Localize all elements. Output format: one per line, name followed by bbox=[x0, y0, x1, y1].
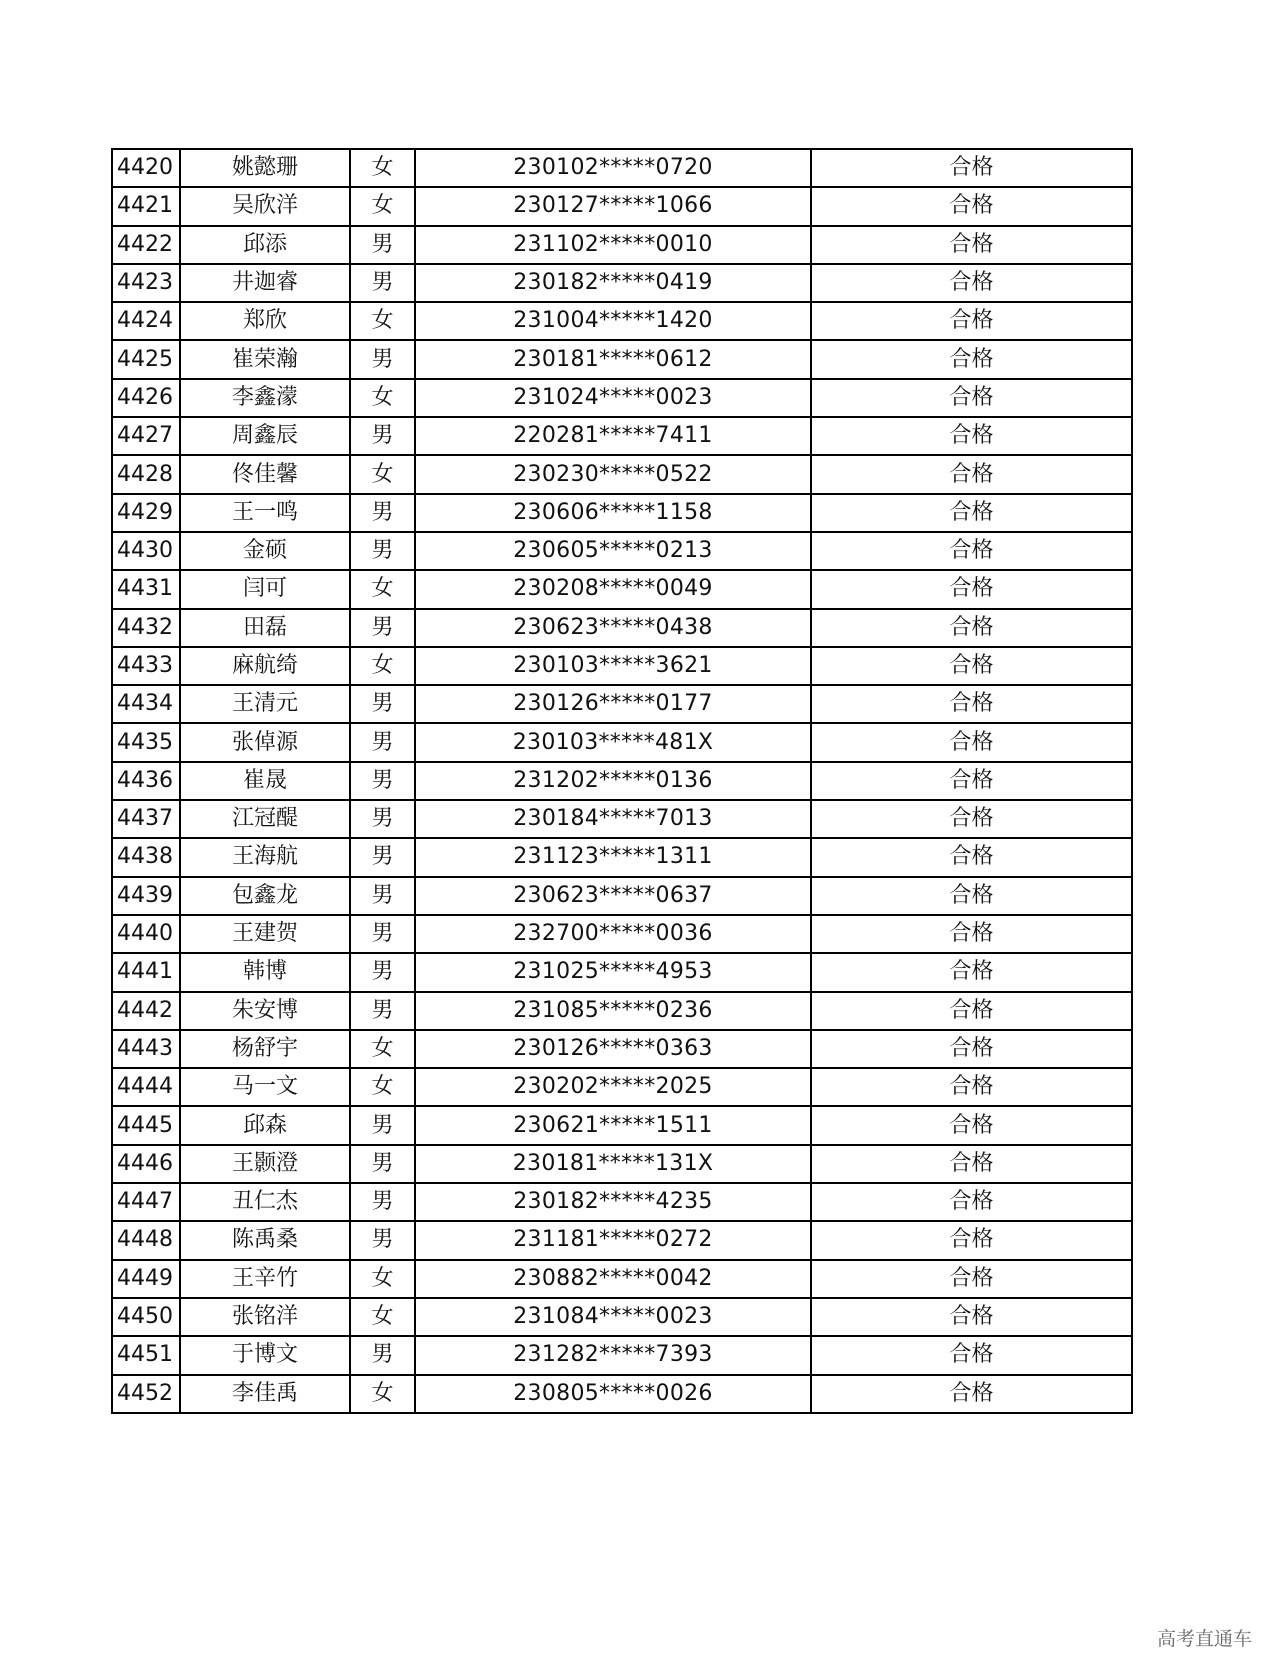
row-number: 4436 bbox=[112, 762, 180, 800]
gender-cell: 女 bbox=[350, 302, 415, 340]
table-row bbox=[112, 1145, 1132, 1183]
table-row bbox=[112, 226, 1132, 264]
watermark-text: 高考直通车 bbox=[1156, 1628, 1252, 1650]
id-number: 230127*****1066 bbox=[415, 187, 811, 225]
row-number: 4426 bbox=[112, 379, 180, 417]
row-number: 4437 bbox=[112, 800, 180, 838]
result-status: 合格 bbox=[811, 417, 1132, 455]
row-number: 4428 bbox=[112, 455, 180, 493]
gender-cell: 男 bbox=[350, 877, 415, 915]
gender-cell: 女 bbox=[350, 1298, 415, 1336]
table-row bbox=[112, 494, 1132, 532]
id-number: 230102*****0720 bbox=[415, 149, 811, 187]
gender-cell: 女 bbox=[350, 570, 415, 608]
result-status: 合格 bbox=[811, 838, 1132, 876]
candidate-name: 闫可 bbox=[180, 570, 350, 608]
row-number: 4429 bbox=[112, 494, 180, 532]
table-row bbox=[112, 685, 1132, 723]
candidate-name: 佟佳馨 bbox=[180, 455, 350, 493]
gender-cell: 男 bbox=[350, 340, 415, 378]
table-row bbox=[112, 647, 1132, 685]
candidate-name: 杨舒宇 bbox=[180, 1030, 350, 1068]
gender-cell: 男 bbox=[350, 762, 415, 800]
result-status: 合格 bbox=[811, 264, 1132, 302]
candidate-name: 王清元 bbox=[180, 685, 350, 723]
gender-cell: 男 bbox=[350, 685, 415, 723]
roster-body bbox=[112, 149, 1132, 1413]
candidate-name: 于博文 bbox=[180, 1336, 350, 1374]
row-number: 4438 bbox=[112, 838, 180, 876]
result-status: 合格 bbox=[811, 570, 1132, 608]
table-row bbox=[112, 953, 1132, 991]
gender-cell: 女 bbox=[350, 455, 415, 493]
id-number: 230182*****4235 bbox=[415, 1183, 811, 1221]
table-row bbox=[112, 1106, 1132, 1144]
gender-cell: 男 bbox=[350, 838, 415, 876]
result-status: 合格 bbox=[811, 226, 1132, 264]
table-row bbox=[112, 609, 1132, 647]
result-status: 合格 bbox=[811, 302, 1132, 340]
table-row bbox=[112, 570, 1132, 608]
candidate-name: 邱添 bbox=[180, 226, 350, 264]
candidate-name: 井迦睿 bbox=[180, 264, 350, 302]
row-number: 4447 bbox=[112, 1183, 180, 1221]
candidate-name: 王建贺 bbox=[180, 915, 350, 953]
table-row bbox=[112, 723, 1132, 761]
gender-cell: 男 bbox=[350, 1336, 415, 1374]
id-number: 231004*****1420 bbox=[415, 302, 811, 340]
table-row bbox=[112, 992, 1132, 1030]
table-row bbox=[112, 877, 1132, 915]
id-number: 230126*****0177 bbox=[415, 685, 811, 723]
gender-cell: 男 bbox=[350, 992, 415, 1030]
table-row bbox=[112, 1183, 1132, 1221]
table-row bbox=[112, 1030, 1132, 1068]
candidate-name: 张铭洋 bbox=[180, 1298, 350, 1336]
result-status: 合格 bbox=[811, 723, 1132, 761]
row-number: 4420 bbox=[112, 149, 180, 187]
row-number: 4427 bbox=[112, 417, 180, 455]
result-status: 合格 bbox=[811, 1145, 1132, 1183]
id-number: 230202*****2025 bbox=[415, 1068, 811, 1106]
gender-cell: 男 bbox=[350, 1183, 415, 1221]
id-number: 230181*****0612 bbox=[415, 340, 811, 378]
result-status: 合格 bbox=[811, 1221, 1132, 1259]
id-number: 231282*****7393 bbox=[415, 1336, 811, 1374]
result-status: 合格 bbox=[811, 800, 1132, 838]
id-number: 220281*****7411 bbox=[415, 417, 811, 455]
id-number: 230621*****1511 bbox=[415, 1106, 811, 1144]
result-status: 合格 bbox=[811, 992, 1132, 1030]
candidate-name: 李佳禹 bbox=[180, 1375, 350, 1413]
table-row bbox=[112, 838, 1132, 876]
result-status: 合格 bbox=[811, 1106, 1132, 1144]
result-status: 合格 bbox=[811, 1068, 1132, 1106]
gender-cell: 男 bbox=[350, 953, 415, 991]
table-row bbox=[112, 915, 1132, 953]
table-row bbox=[112, 1260, 1132, 1298]
candidate-name: 田磊 bbox=[180, 609, 350, 647]
id-number: 230182*****0419 bbox=[415, 264, 811, 302]
gender-cell: 男 bbox=[350, 417, 415, 455]
id-number: 231102*****0010 bbox=[415, 226, 811, 264]
candidate-name: 金硕 bbox=[180, 532, 350, 570]
row-number: 4446 bbox=[112, 1145, 180, 1183]
table-row bbox=[112, 379, 1132, 417]
gender-cell: 男 bbox=[350, 226, 415, 264]
table-row bbox=[112, 762, 1132, 800]
table-row bbox=[112, 264, 1132, 302]
result-status: 合格 bbox=[811, 1030, 1132, 1068]
row-number: 4451 bbox=[112, 1336, 180, 1374]
id-number: 232700*****0036 bbox=[415, 915, 811, 953]
row-number: 4423 bbox=[112, 264, 180, 302]
candidate-name: 吴欣洋 bbox=[180, 187, 350, 225]
result-status: 合格 bbox=[811, 1375, 1132, 1413]
id-number: 230882*****0042 bbox=[415, 1260, 811, 1298]
candidate-name: 王海航 bbox=[180, 838, 350, 876]
candidate-name: 李鑫濛 bbox=[180, 379, 350, 417]
row-number: 4448 bbox=[112, 1221, 180, 1259]
table-row bbox=[112, 417, 1132, 455]
id-number: 231025*****4953 bbox=[415, 953, 811, 991]
table-row bbox=[112, 800, 1132, 838]
id-number: 231123*****1311 bbox=[415, 838, 811, 876]
candidate-name: 朱安博 bbox=[180, 992, 350, 1030]
gender-cell: 男 bbox=[350, 1145, 415, 1183]
gender-cell: 男 bbox=[350, 532, 415, 570]
gender-cell: 男 bbox=[350, 723, 415, 761]
id-number: 230623*****0637 bbox=[415, 877, 811, 915]
candidate-name: 姚懿珊 bbox=[180, 149, 350, 187]
candidate-name: 王颢澄 bbox=[180, 1145, 350, 1183]
result-status: 合格 bbox=[811, 877, 1132, 915]
candidate-name: 郑欣 bbox=[180, 302, 350, 340]
id-number: 230181*****131X bbox=[415, 1145, 811, 1183]
result-status: 合格 bbox=[811, 494, 1132, 532]
row-number: 4443 bbox=[112, 1030, 180, 1068]
row-number: 4440 bbox=[112, 915, 180, 953]
gender-cell: 男 bbox=[350, 915, 415, 953]
candidate-name: 马一文 bbox=[180, 1068, 350, 1106]
candidate-name: 麻航绮 bbox=[180, 647, 350, 685]
gender-cell: 男 bbox=[350, 800, 415, 838]
result-status: 合格 bbox=[811, 647, 1132, 685]
id-number: 230623*****0438 bbox=[415, 609, 811, 647]
result-status: 合格 bbox=[811, 685, 1132, 723]
gender-cell: 女 bbox=[350, 1030, 415, 1068]
result-status: 合格 bbox=[811, 1298, 1132, 1336]
row-number: 4422 bbox=[112, 226, 180, 264]
row-number: 4450 bbox=[112, 1298, 180, 1336]
row-number: 4424 bbox=[112, 302, 180, 340]
id-number: 230184*****7013 bbox=[415, 800, 811, 838]
gender-cell: 男 bbox=[350, 1106, 415, 1144]
id-number: 230126*****0363 bbox=[415, 1030, 811, 1068]
gender-cell: 女 bbox=[350, 1068, 415, 1106]
row-number: 4433 bbox=[112, 647, 180, 685]
row-number: 4434 bbox=[112, 685, 180, 723]
result-status: 合格 bbox=[811, 149, 1132, 187]
table-row bbox=[112, 149, 1132, 187]
row-number: 4425 bbox=[112, 340, 180, 378]
candidate-name: 王辛竹 bbox=[180, 1260, 350, 1298]
row-number: 4445 bbox=[112, 1106, 180, 1144]
id-number: 230805*****0026 bbox=[415, 1375, 811, 1413]
candidate-name: 崔荣瀚 bbox=[180, 340, 350, 378]
row-number: 4431 bbox=[112, 570, 180, 608]
table-row bbox=[112, 1298, 1132, 1336]
roster-table bbox=[111, 148, 1133, 1414]
candidate-name: 包鑫龙 bbox=[180, 877, 350, 915]
gender-cell: 女 bbox=[350, 1375, 415, 1413]
gender-cell: 女 bbox=[350, 647, 415, 685]
row-number: 4432 bbox=[112, 609, 180, 647]
result-status: 合格 bbox=[811, 1183, 1132, 1221]
row-number: 4430 bbox=[112, 532, 180, 570]
candidate-name: 周鑫辰 bbox=[180, 417, 350, 455]
result-status: 合格 bbox=[811, 187, 1132, 225]
candidate-name: 张倬源 bbox=[180, 723, 350, 761]
result-status: 合格 bbox=[811, 340, 1132, 378]
id-number: 230103*****481X bbox=[415, 723, 811, 761]
gender-cell: 男 bbox=[350, 264, 415, 302]
result-status: 合格 bbox=[811, 455, 1132, 493]
table-row bbox=[112, 1375, 1132, 1413]
result-status: 合格 bbox=[811, 1336, 1132, 1374]
gender-cell: 男 bbox=[350, 1221, 415, 1259]
candidate-name: 陈禹桑 bbox=[180, 1221, 350, 1259]
id-number: 230230*****0522 bbox=[415, 455, 811, 493]
row-number: 4452 bbox=[112, 1375, 180, 1413]
result-status: 合格 bbox=[811, 915, 1132, 953]
row-number: 4444 bbox=[112, 1068, 180, 1106]
table-row bbox=[112, 302, 1132, 340]
result-status: 合格 bbox=[811, 379, 1132, 417]
candidate-name: 崔晟 bbox=[180, 762, 350, 800]
id-number: 231084*****0023 bbox=[415, 1298, 811, 1336]
table-row bbox=[112, 1221, 1132, 1259]
candidate-name: 丑仁杰 bbox=[180, 1183, 350, 1221]
result-status: 合格 bbox=[811, 762, 1132, 800]
id-number: 230606*****1158 bbox=[415, 494, 811, 532]
gender-cell: 男 bbox=[350, 609, 415, 647]
row-number: 4442 bbox=[112, 992, 180, 1030]
table-row bbox=[112, 187, 1132, 225]
gender-cell: 女 bbox=[350, 379, 415, 417]
id-number: 231024*****0023 bbox=[415, 379, 811, 417]
table-row bbox=[112, 1068, 1132, 1106]
id-number: 231181*****0272 bbox=[415, 1221, 811, 1259]
id-number: 230208*****0049 bbox=[415, 570, 811, 608]
candidate-name: 江冠醍 bbox=[180, 800, 350, 838]
candidate-name: 韩博 bbox=[180, 953, 350, 991]
row-number: 4421 bbox=[112, 187, 180, 225]
gender-cell: 女 bbox=[350, 1260, 415, 1298]
row-number: 4435 bbox=[112, 723, 180, 761]
table-row bbox=[112, 340, 1132, 378]
result-status: 合格 bbox=[811, 532, 1132, 570]
gender-cell: 女 bbox=[350, 187, 415, 225]
row-number: 4439 bbox=[112, 877, 180, 915]
table-row bbox=[112, 1336, 1132, 1374]
candidate-name: 王一鸣 bbox=[180, 494, 350, 532]
id-number: 231085*****0236 bbox=[415, 992, 811, 1030]
id-number: 230605*****0213 bbox=[415, 532, 811, 570]
result-status: 合格 bbox=[811, 609, 1132, 647]
row-number: 4441 bbox=[112, 953, 180, 991]
gender-cell: 男 bbox=[350, 494, 415, 532]
id-number: 231202*****0136 bbox=[415, 762, 811, 800]
id-number: 230103*****3621 bbox=[415, 647, 811, 685]
gender-cell: 女 bbox=[350, 149, 415, 187]
result-status: 合格 bbox=[811, 953, 1132, 991]
candidate-name: 邱森 bbox=[180, 1106, 350, 1144]
result-status: 合格 bbox=[811, 1260, 1132, 1298]
table-row bbox=[112, 532, 1132, 570]
row-number: 4449 bbox=[112, 1260, 180, 1298]
table-row bbox=[112, 455, 1132, 493]
